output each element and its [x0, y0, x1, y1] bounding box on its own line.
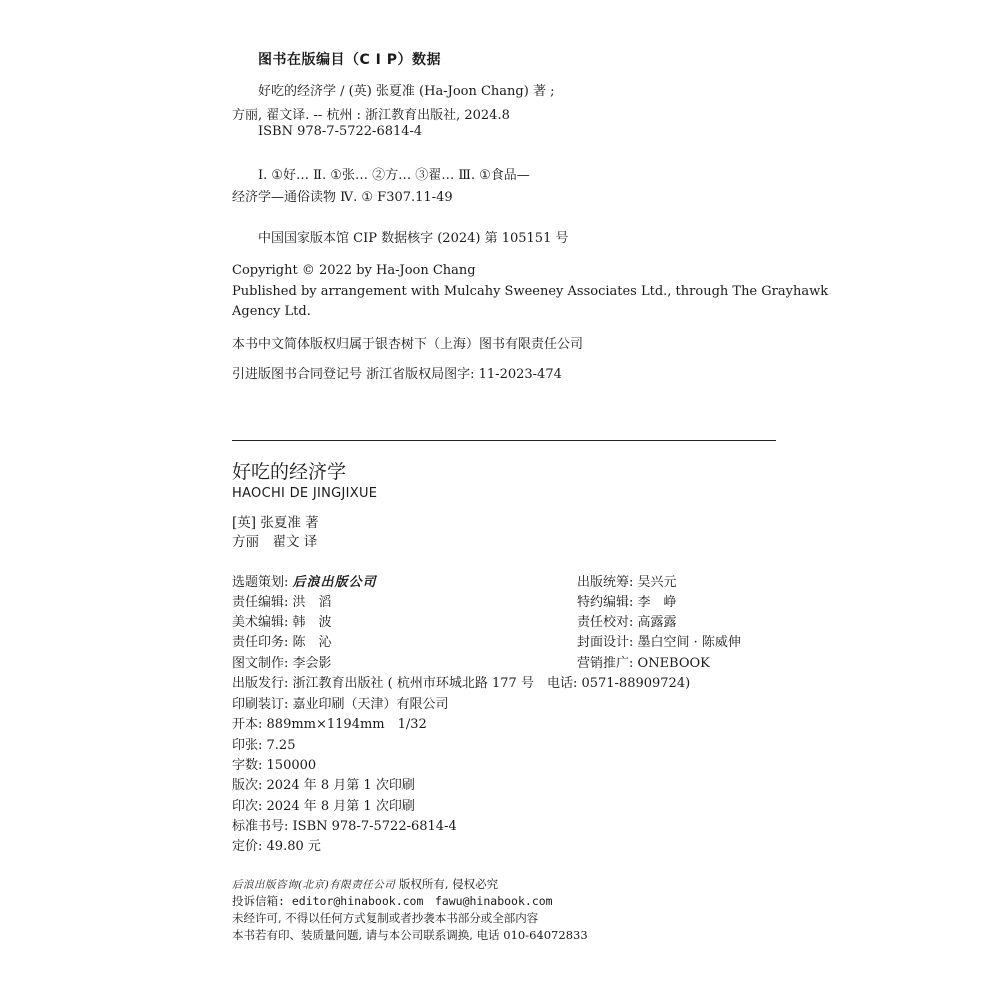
- detail-value: 浙江教育出版社 ( 杭州市环城北路 177 号 电话: 0571-88909724): [292, 676, 691, 691]
- no-copy-notice: 未经许可, 不得以任何方式复制或者抄袭本书部分或全部内容: [232, 911, 539, 925]
- staff-label: 责任编辑:: [232, 595, 289, 610]
- staff-value: 洪 滔: [292, 595, 332, 610]
- staff-value: 陈 沁: [292, 635, 332, 650]
- contract-registration-line: 引进版图书合同登记号 浙江省版权局图字: 11-2023-474: [232, 367, 562, 382]
- quality-contact-line: 本书若有印、装质量问题, 请与本公司联系调换, 电话 010-64072833: [232, 928, 588, 942]
- detail-label: 印张:: [232, 738, 263, 753]
- cip-heading: 图书在版编目（C I P）数据: [258, 52, 441, 68]
- detail-value: ISBN 978-7-5722-6814-4: [292, 819, 457, 834]
- staff-label: 图文制作:: [232, 656, 289, 671]
- detail-row-impression: [232, 795, 415, 814]
- staff-value: 墨白空间 · 陈威伸: [637, 635, 741, 650]
- detail-label: 印刷装订:: [232, 697, 289, 712]
- staff-label: 封面设计:: [577, 635, 634, 650]
- staff-row-planning: [232, 571, 377, 590]
- cip-publisher-line: 方丽, 翟文译. -- 杭州 : 浙江教育出版社, 2024.8: [232, 108, 510, 123]
- detail-value: 2024 年 8 月第 1 次印刷: [266, 778, 415, 793]
- detail-row-price: [232, 835, 321, 854]
- detail-row-printer: [232, 693, 449, 712]
- staff-row-marketing: [577, 652, 710, 671]
- detail-value: 150000: [266, 758, 317, 773]
- staff-label: 选题策划:: [232, 575, 289, 590]
- detail-label: 标准书号:: [232, 819, 289, 834]
- staff-row-special-editor: [577, 591, 677, 610]
- staff-row-editor: [232, 591, 332, 610]
- divider-rule: [232, 440, 776, 441]
- staff-row-proofreading: [577, 611, 677, 630]
- detail-value: 889mm×1194mm 1/32: [266, 717, 427, 732]
- detail-label: 版次:: [232, 778, 263, 793]
- detail-row-sheets: [232, 734, 295, 753]
- detail-row-edition: [232, 774, 415, 793]
- book-title-pinyin: HAOCHI DE JINGJIXUE: [232, 486, 378, 501]
- staff-row-art-editor: [232, 611, 332, 630]
- arrangement-line: Published by arrangement with Mulcahy Sweeney Associates Ltd., through The Grayhawk: [232, 284, 829, 299]
- author-credit: [英] 张夏准 著: [232, 515, 319, 531]
- staff-row-coordination: [577, 571, 677, 590]
- staff-row-layout: [232, 652, 332, 671]
- detail-value: 嘉业印刷（天津）有限公司: [292, 697, 449, 712]
- copyright-line: Copyright © 2022 by Ha-Joon Chang: [232, 263, 476, 278]
- staff-value: 韩 波: [292, 615, 332, 630]
- footer-consult-line: [232, 876, 498, 892]
- detail-label: 出版发行:: [232, 676, 289, 691]
- staff-value: ONEBOOK: [637, 656, 710, 671]
- cip-library-number: 中国国家版本馆 CIP 数据核字 (2024) 第 105151 号: [258, 231, 569, 246]
- staff-label: 营销推广:: [577, 656, 634, 671]
- staff-label: 出版统筹:: [577, 575, 634, 590]
- book-title: 好吃的经济学: [232, 461, 347, 483]
- detail-label: 印次:: [232, 799, 263, 814]
- staff-label: 责任印务:: [232, 635, 289, 650]
- detail-row-distribution: [232, 672, 690, 691]
- translator-credit: 方丽 翟文 译: [232, 534, 318, 550]
- detail-value: 7.25: [266, 738, 296, 753]
- complaint-email-line: 投诉信箱: editor@hinabook.com fawu@hinabook.com: [232, 894, 553, 908]
- staff-row-printing: [232, 631, 332, 650]
- cip-isbn-line: ISBN 978-7-5722-6814-4: [258, 124, 423, 139]
- chinese-rights-line: 本书中文简体版权归属于银杏树下（上海）图书有限责任公司: [232, 337, 584, 352]
- detail-row-isbn: [232, 815, 457, 834]
- detail-label: 字数:: [232, 758, 263, 773]
- staff-value: 高露露: [637, 615, 677, 630]
- consult-wordmark: 后浪出版咨询(北京)有限责任公司: [232, 879, 396, 891]
- rights-reserved: 版权所有, 侵权必究: [398, 877, 499, 891]
- staff-label: 美术编辑:: [232, 615, 289, 630]
- detail-row-word-count: [232, 754, 316, 773]
- staff-value: 李 峥: [637, 595, 677, 610]
- staff-value: 李会影: [292, 656, 332, 671]
- detail-label: 定价:: [232, 839, 263, 854]
- publisher-wordmark: 后浪出版公司: [292, 575, 377, 590]
- staff-value: 吴兴元: [637, 575, 677, 590]
- detail-row-format: [232, 713, 427, 732]
- cip-classification-line: Ⅰ. ①好… Ⅱ. ①张… ②方… ③翟… Ⅲ. ①食品—: [258, 168, 530, 183]
- cip-title-line: 好吃的经济学 / (英) 张夏准 (Ha-Joon Chang) 著 ;: [258, 84, 555, 99]
- arrangement-line-2: Agency Ltd.: [232, 304, 311, 319]
- staff-label: 责任校对:: [577, 615, 634, 630]
- staff-label: 特约编辑:: [577, 595, 634, 610]
- cip-classification-line-2: 经济学—通俗读物 Ⅳ. ① F307.11-49: [232, 190, 453, 205]
- detail-value: 49.80 元: [266, 839, 321, 854]
- detail-value: 2024 年 8 月第 1 次印刷: [266, 799, 415, 814]
- detail-label: 开本:: [232, 717, 263, 732]
- staff-row-cover-design: [577, 631, 741, 650]
